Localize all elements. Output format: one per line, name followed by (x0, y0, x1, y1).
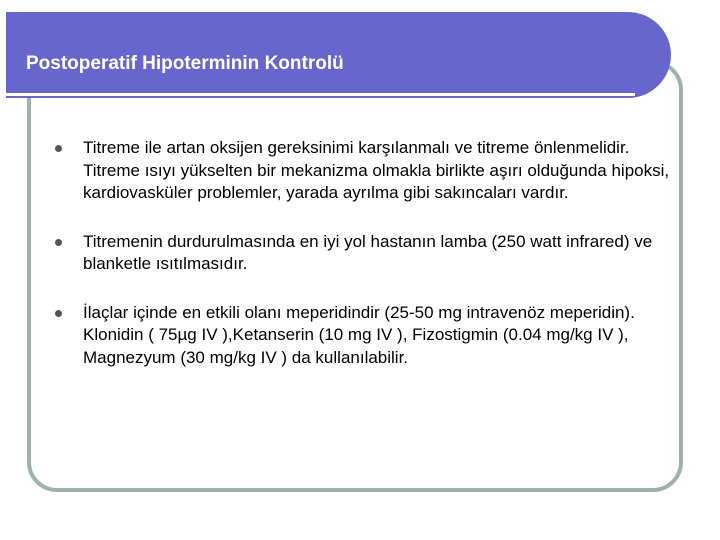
title-underline (6, 93, 635, 96)
bullet-text: Titremenin durdurulmasında en iyi yol hastanın lamba (250 watt infrared) ve blanketle ısıtılmasıdır. (83, 231, 653, 273)
bullet-text: Titreme ile artan oksijen gereksinimi karşılanmalı ve titreme önlenmelidir. Titreme ısıyı yükselten bir mekanizma olmakla birlikte aşırı olduğunda hipoksi, kardiovasküler problemler, yarada ayrılma gibi sakıncaları vardır. (83, 138, 670, 202)
bullet-item (52, 231, 672, 276)
bullet-dot-icon (55, 145, 62, 152)
bullet-dot-icon (55, 310, 62, 317)
bullet-item (52, 137, 672, 205)
bullet-list (52, 137, 672, 395)
slide-title: Postoperatif Hipoterminin Kontrolü (26, 53, 344, 74)
title-bar (6, 12, 671, 98)
bullet-item (52, 302, 672, 370)
bullet-dot-icon (55, 239, 62, 246)
bullet-text: İlaçlar içinde en etkili olanı meperidindir (25-50 mg intravenöz meperidin). Klonidin ( 75µg IV ),Ketanserin (10 mg IV ), Fizostigmin (0.04 mg/kg IV ), Magnezyum (30 mg/kg IV ) da kullanılabilir. (83, 302, 635, 367)
